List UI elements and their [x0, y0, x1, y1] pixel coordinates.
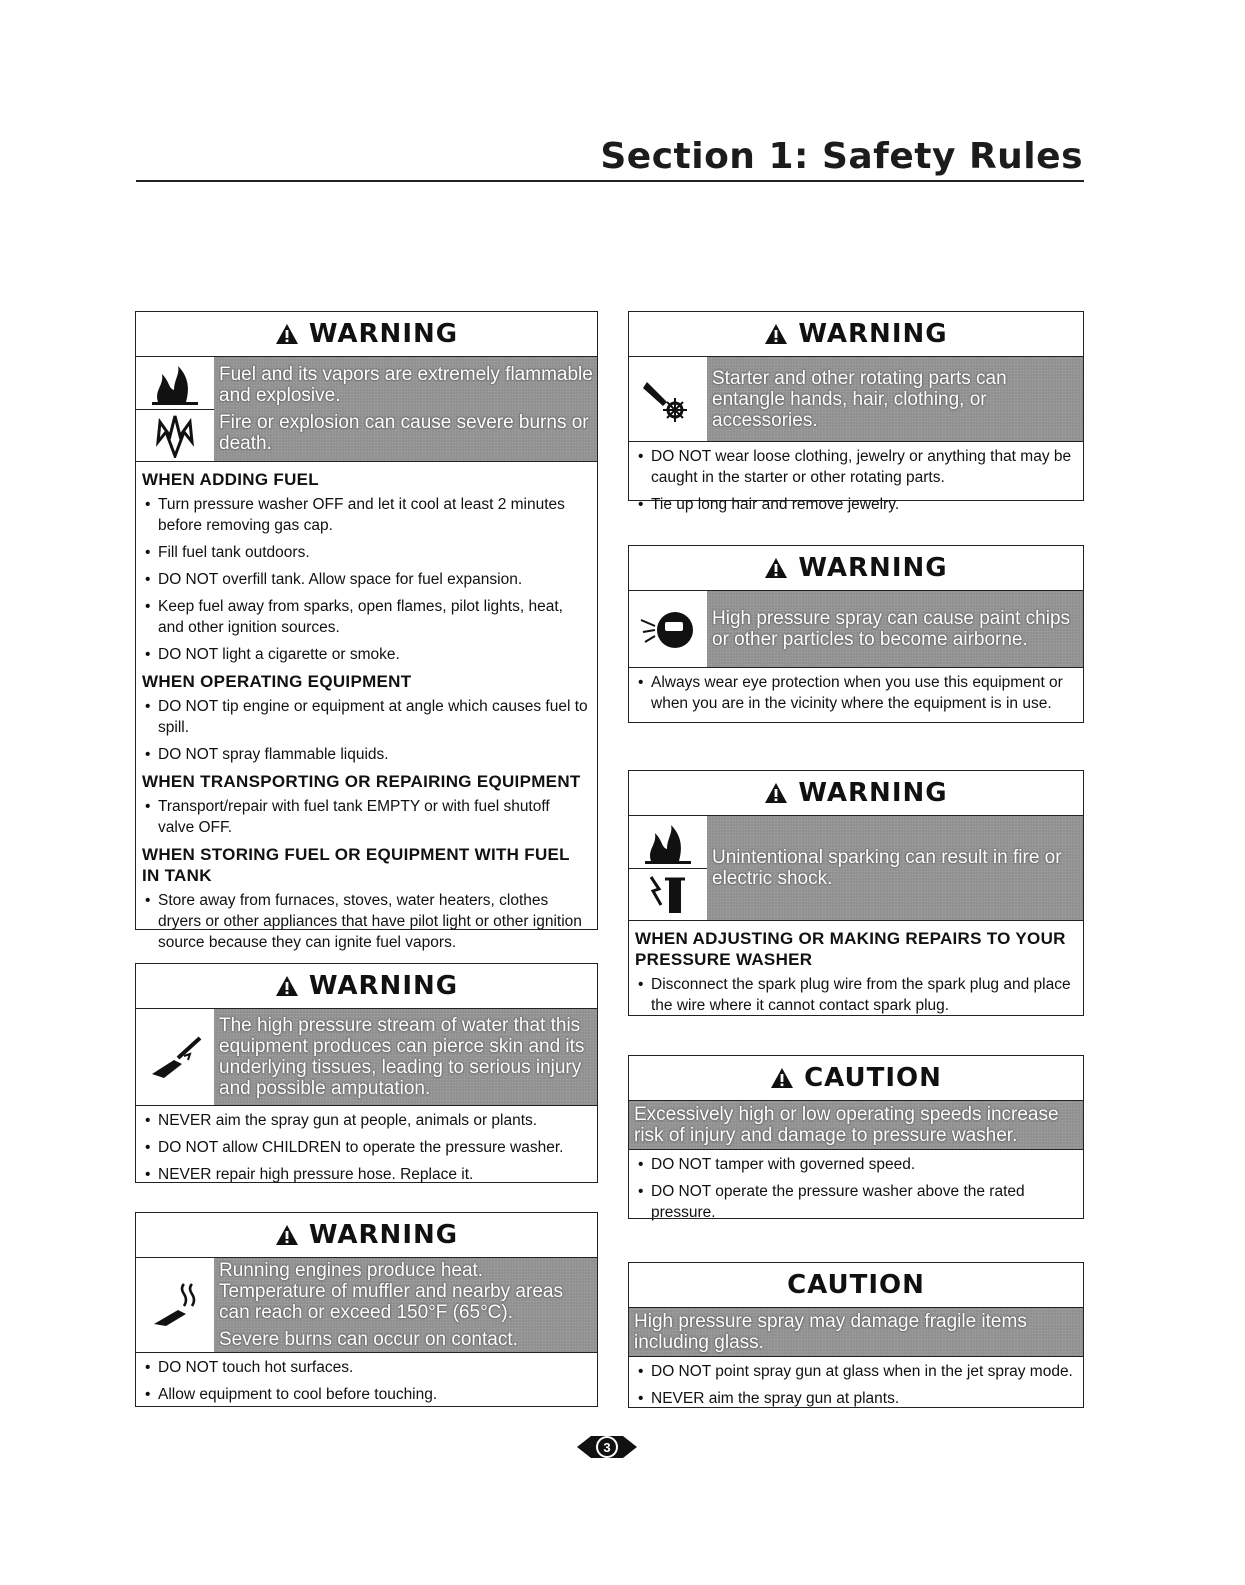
warning-triangle-icon	[275, 975, 299, 997]
rule-item: • Tie up long hair and remove jewelry.	[635, 494, 1075, 515]
hazard-text: The high pressure stream of water that this equipment produces can pierce skin and its underlying tissues, leading to serious injury and possible amputation.	[219, 1015, 585, 1099]
rule-item: • DO NOT wear loose clothing, jewelry or anything that may be caught in the starter or other rotating parts.	[635, 446, 1075, 488]
hazard-text: High pressure spray may damage fragile items including glass.	[634, 1311, 1027, 1353]
caution-title: CAUTION	[629, 1263, 1083, 1308]
section-heading: WHEN TRANSPORTING OR REPAIRING EQUIPMENT	[142, 772, 581, 791]
warning-box-spark	[628, 770, 1084, 1016]
hazard-banner	[629, 591, 1083, 668]
hazard-banner	[629, 1101, 1083, 1150]
warning-box-entangle	[628, 311, 1084, 513]
hazard-banner	[136, 1009, 597, 1106]
fire-icon	[136, 357, 214, 409]
rule-item: • NEVER aim the spray gun at people, animals or plants.	[142, 1110, 589, 1131]
rule-item: • DO NOT overfill tank. Allow space for fuel expansion.	[142, 569, 589, 590]
hazard-banner	[136, 357, 597, 462]
rule-item: • Disconnect the spark plug wire from the spark plug and place the wire where it cannot contact spark plug.	[635, 974, 1075, 1016]
section-heading: WHEN OPERATING EQUIPMENT	[142, 672, 412, 691]
hazard-banner	[136, 1258, 597, 1353]
hazard-banner	[629, 816, 1083, 921]
warning-box-fuel	[135, 311, 598, 951]
hazard-text: High pressure spray can cause paint chips or other particles to become airborne.	[712, 608, 1071, 650]
warning-title: WARNING	[136, 312, 597, 357]
warning-title: WARNING	[629, 771, 1083, 816]
warning-box-hot	[135, 1212, 598, 1407]
hazard-text: Fire or explosion can cause severe burns or death.	[219, 412, 589, 454]
entanglement-icon	[629, 357, 707, 441]
rule-item: • Turn pressure washer OFF and let it cool at least 2 minutes before removing gas cap.	[142, 494, 589, 536]
rule-item: • DO NOT point spray gun at glass when in the jet spray mode.	[635, 1361, 1075, 1382]
warning-title: WARNING	[136, 1213, 597, 1258]
rule-item: • Always wear eye protection when you use this equipment or when you are in the vicinity where the equipment is in use.	[635, 672, 1075, 714]
caution-box-speed	[628, 1055, 1084, 1219]
rule-item: • DO NOT spray flammable liquids.	[142, 744, 589, 765]
hot-surface-icon	[136, 1258, 214, 1352]
explosion-icon	[136, 409, 214, 462]
hazard-text: Unintentional sparking can result in fire or electric shock.	[712, 847, 1062, 889]
warning-triangle-icon	[764, 782, 788, 804]
warning-title: WARNING	[629, 546, 1083, 591]
rule-item: • Store away from furnaces, stoves, water heaters, clothes dryers or other appliances that have pilot light or other ignition source because they can ignite fuel vapors.	[142, 890, 589, 953]
rule-item: • NEVER repair high pressure hose. Replace it.	[142, 1164, 589, 1185]
rule-item: • DO NOT operate the pressure washer above the rated pressure.	[635, 1181, 1075, 1223]
hazard-banner	[629, 357, 1083, 442]
caution-title: CAUTION	[629, 1056, 1083, 1101]
rule-item: • Fill fuel tank outdoors.	[142, 542, 589, 563]
header-rule	[136, 180, 1084, 182]
hazard-text: Starter and other rotating parts can entangle hands, hair, clothing, or accessories.	[712, 367, 1007, 431]
rule-item: • DO NOT light a cigarette or smoke.	[142, 644, 589, 665]
hazard-text: Fuel and its vapors are extremely flammable and explosive.	[219, 364, 593, 406]
electric-shock-icon	[629, 868, 707, 921]
rule-item: • Allow equipment to cool before touching.	[142, 1384, 589, 1405]
hazard-text: Severe burns can occur on contact.	[219, 1329, 518, 1350]
page-header-title: Section 1: Safety Rules	[600, 136, 1083, 177]
page-number-badge	[577, 1432, 637, 1462]
hazard-banner	[629, 1308, 1083, 1357]
warning-box-injection	[135, 963, 598, 1183]
warning-triangle-icon	[770, 1067, 794, 1089]
warning-triangle-icon	[275, 323, 299, 345]
rule-item: • DO NOT tip engine or equipment at angle which causes fuel to spill.	[142, 696, 589, 738]
warning-title: WARNING	[136, 964, 597, 1009]
rule-item: • Keep fuel away from sparks, open flames, pilot lights, heat, and other ignition sources.	[142, 596, 589, 638]
warning-triangle-icon	[275, 1224, 299, 1246]
fire-icon	[629, 816, 707, 868]
warning-triangle-icon	[764, 557, 788, 579]
skin-injection-icon	[136, 1009, 214, 1105]
warning-triangle-icon	[764, 323, 788, 345]
rule-item: • DO NOT tamper with governed speed.	[635, 1154, 1075, 1175]
eye-protection-icon	[629, 591, 707, 667]
hazard-text: Running engines produce heat. Temperature of muffler and nearby areas can reach or exceed 150°F (65°C).	[219, 1260, 563, 1323]
warning-box-eye	[628, 545, 1084, 723]
rule-item: • DO NOT allow CHILDREN to operate the pressure washer.	[142, 1137, 589, 1158]
section-heading: WHEN ADJUSTING OR MAKING REPAIRS TO YOUR PRESSURE WASHER	[635, 929, 1066, 969]
rule-item: • DO NOT touch hot surfaces.	[142, 1357, 589, 1378]
rule-item: • NEVER aim the spray gun at plants.	[635, 1388, 1075, 1409]
section-heading: WHEN STORING FUEL OR EQUIPMENT WITH FUEL IN TANK	[142, 845, 570, 885]
caution-box-fragile	[628, 1262, 1084, 1408]
rule-item: • Transport/repair with fuel tank EMPTY or with fuel shutoff valve OFF.	[142, 796, 589, 838]
section-heading: WHEN ADDING FUEL	[142, 470, 319, 489]
hazard-text: Excessively high or low operating speeds increase risk of injury and damage to pressure washer.	[634, 1104, 1059, 1146]
warning-title: WARNING	[629, 312, 1083, 357]
page-number: 3	[603, 1440, 611, 1455]
